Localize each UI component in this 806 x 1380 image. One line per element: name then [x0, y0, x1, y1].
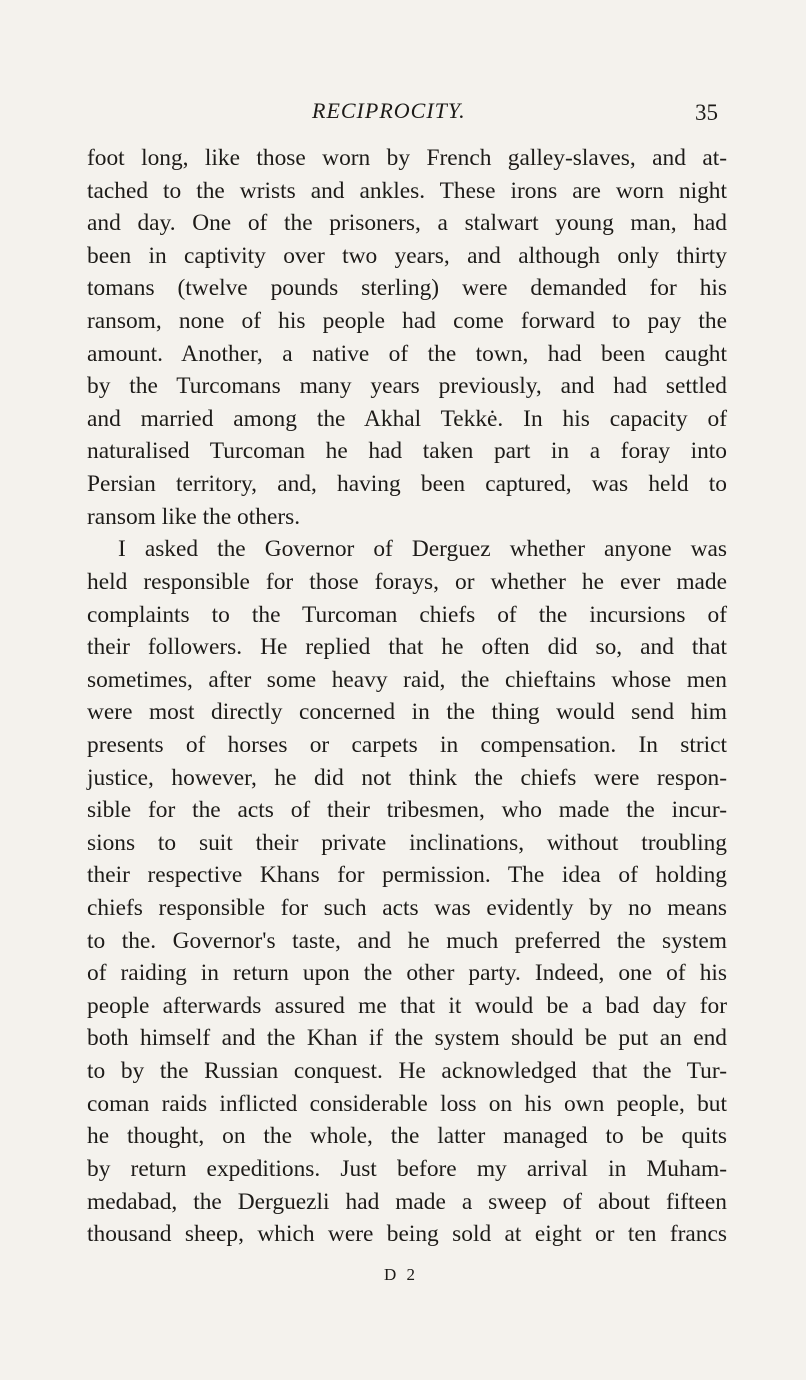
text-line: tomans (twelve pounds sterling) were demanded for his [87, 275, 727, 302]
text-line: foot long, like those worn by French galley-slaves, and at- [87, 145, 727, 171]
text-line: medabad, the Derguezli had made a sweep of about fifteen [87, 1188, 727, 1215]
text-line: their followers. He replied that he often did so, and that [87, 634, 727, 661]
text-line: thousand sheep, which were being sold at eight or ten francs [87, 1221, 727, 1248]
text-line: held responsible for those forays, or whether he ever made [87, 568, 727, 595]
page-number: 35 [695, 100, 718, 125]
text-line: coman raids inflicted considerable loss on his own people, but [87, 1090, 727, 1117]
text-line: and married among the Akhal Tekkė. In his capacity of [87, 405, 727, 432]
running-title: RECIPROCITY. [312, 98, 466, 123]
text-line: sible for the acts of their tribesmen, who made the incur- [87, 797, 727, 824]
text-line: to by the Russian conquest. He acknowledged that the Tur- [87, 1058, 727, 1085]
text-line: of raiding in return upon the other party. Indeed, one of his [87, 960, 727, 987]
text-line: Persian territory, and, having been captured, was held to [87, 471, 727, 498]
text-line: their respective Khans for permission. The idea of holding [87, 862, 727, 889]
text-line: and day. One of the prisoners, a stalwart young man, had [87, 210, 727, 237]
text-line: amount. Another, a native of the town, had been caught [87, 340, 727, 367]
text-line: sions to suit their private inclinations, without troubling [87, 829, 727, 856]
paragraph-end-line: ransom like the others. [87, 503, 301, 530]
paragraph-start-line: I asked the Governor of Derguez whether anyone was [118, 536, 727, 563]
text-line: complaints to the Turcoman chiefs of the incursions of [87, 601, 727, 628]
text-line: by the Turcomans many years previously, and had settled [87, 373, 727, 400]
text-line: to the. Governor's taste, and he much preferred the system [87, 927, 727, 954]
text-line: been in captivity over two years, and although only thirty [87, 242, 727, 269]
text-line: presents of horses or carpets in compensation. In strict [87, 731, 727, 758]
text-line: naturalised Turcoman he had taken part in a foray into [87, 438, 727, 465]
text-line: were most directly concerned in the thing would send him [87, 699, 727, 726]
text-line: he thought, on the whole, the latter managed to be quits [87, 1123, 727, 1150]
signature-mark: D 2 [384, 1265, 419, 1284]
text-line: sometimes, after some heavy raid, the chieftains whose men [87, 666, 727, 693]
text-line: chiefs responsible for such acts was evidently by no means [87, 895, 727, 922]
text-line: by return expeditions. Just before my arrival in Muham- [87, 1155, 727, 1182]
text-line: ransom, none of his people had come forward to pay the [87, 308, 727, 335]
running-head [0, 98, 806, 128]
text-line: justice, however, he did not think the chiefs were respon- [87, 764, 727, 791]
body-text [87, 142, 727, 1251]
text-line: people afterwards assured me that it would be a bad day for [87, 992, 727, 1019]
text-line: tached to the wrists and ankles. These irons are worn night [87, 177, 727, 204]
text-line: both himself and the Khan if the system should be put an end [87, 1025, 727, 1052]
